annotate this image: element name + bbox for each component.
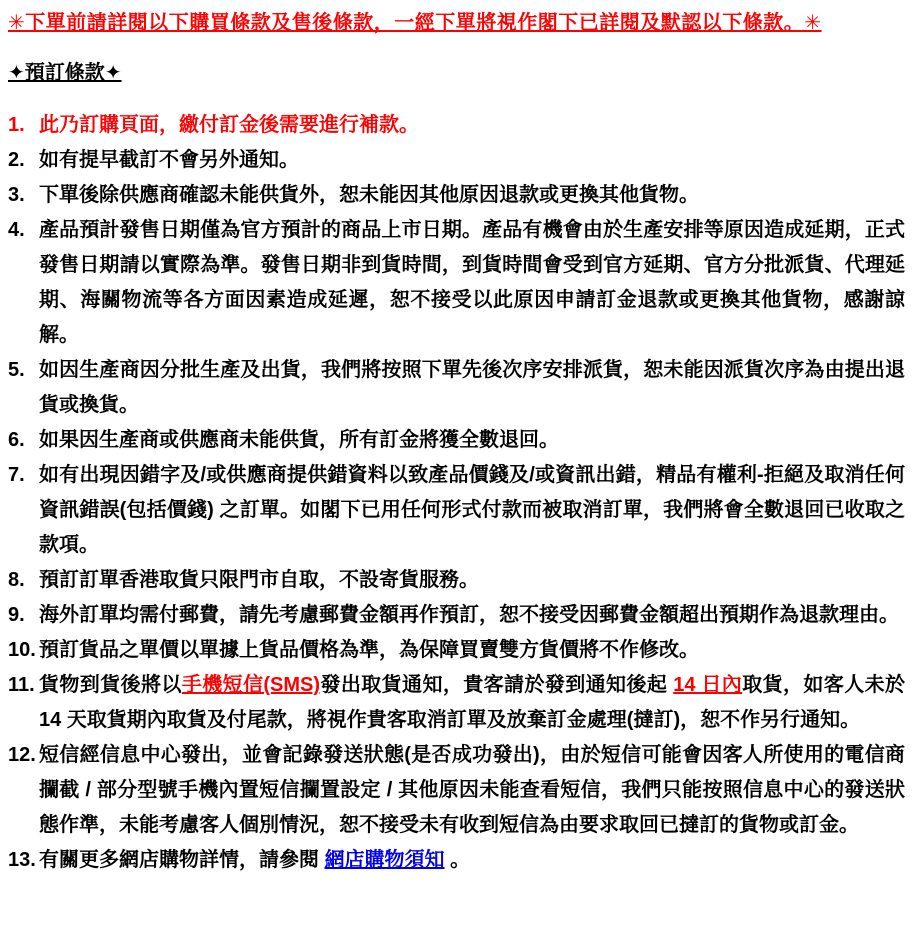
term-text: [39, 744, 905, 836]
term-number: 4.: [8, 219, 25, 241]
term-item: [8, 353, 905, 423]
term-number: 10.: [8, 639, 36, 661]
term-number: 12.: [8, 744, 36, 766]
term-text: [39, 604, 899, 626]
term-number: 13.: [8, 849, 36, 871]
term-item: [8, 668, 905, 738]
term-text: [39, 219, 905, 346]
term-text-run: 貨物到貨後將以: [39, 674, 182, 696]
terms-list: [8, 108, 905, 878]
section-title-preorder-terms: ✦預訂條款✦: [8, 62, 122, 84]
pre-order-warning-banner: ✳下單前請詳閱以下購買條款及售後條款，一經下單將視作閣下已詳閱及默認以下條款。✳: [8, 12, 822, 34]
term-text: [39, 114, 419, 136]
term-text: [39, 359, 905, 416]
highlighted-red-text: 14 日內: [673, 674, 743, 696]
term-item: [8, 423, 905, 458]
term-item: [8, 738, 905, 843]
term-text-run: 下單後除供應商確認未能供貨外，恕未能因其他原因退款或更換其他貨物。: [39, 184, 699, 206]
term-text: [39, 149, 299, 171]
term-item: [8, 633, 905, 668]
term-item: [8, 598, 905, 633]
term-number: 3.: [8, 184, 25, 206]
term-item: [8, 178, 905, 213]
term-item: [8, 458, 905, 563]
term-text-run: 取貨，如客人未於 14 天取貨期內取貨及付尾款，將視作貴客取消訂單及放棄訂金處理(撻訂)，恕不作另行通知。: [39, 674, 905, 731]
term-text-run: 預訂貨品之單價以單據上貨品價格為準，為保障買賣雙方貨價將不作修改。: [39, 639, 699, 661]
term-text-run: 預訂訂單香港取貨只限門市自取，不設寄貨服務。: [39, 569, 479, 591]
term-text: [39, 184, 699, 206]
term-number: 2.: [8, 149, 25, 171]
term-text: [39, 849, 470, 871]
term-number: 5.: [8, 359, 25, 381]
term-text-run: 海外訂單均需付郵費，請先考慮郵費金額再作預訂，恕不接受因郵費金額超出預期作為退款理由。: [39, 604, 899, 626]
term-text-run: 此乃訂購頁面，繳付訂金後需要進行補款。: [39, 114, 419, 136]
term-item: [8, 843, 905, 878]
term-item: [8, 108, 905, 143]
term-number: 11.: [8, 674, 35, 696]
term-number: 6.: [8, 429, 25, 451]
term-text-run: 短信經信息中心發出，並會記錄發送狀態(是否成功發出)，由於短信可能會因客人所使用的電信商攔截 / 部分型號手機內置短信攔置設定 / 其他原因未能查看短信，我們只能按照信息中心的發送狀態作準，未能考慮客人個別情況，恕不接受未有收到短信為由要求取回已撻訂的貨物或訂金。: [39, 744, 905, 836]
term-text: [39, 674, 905, 731]
term-number: 7.: [8, 464, 25, 486]
term-text-run: 有關更多網店購物詳情，請參閱: [39, 849, 325, 871]
term-text-run: 如因生產商因分批生產及出貨，我們將按照下單先後次序安排派貨，恕未能因派貨次序為由提出退貨或換貨。: [39, 359, 905, 416]
term-text-run: 如有出現因錯字及/或供應商提供錯資料以致產品價錢及/或資訊出錯，精品有權利-拒絕及取消任何資訊錯誤(包括價錢) 之訂單。如閣下已用任何形式付款而被取消訂單，我們將會全數退回已收取之款項。: [39, 464, 905, 556]
term-item: [8, 143, 905, 178]
term-item: [8, 213, 905, 353]
term-text-run: 發出取貨通知，貴客請於發到通知後起: [320, 674, 674, 696]
term-text-run: 如果因生產商或供應商未能供貨，所有訂金將獲全數退回。: [39, 429, 559, 451]
term-number: 1.: [8, 114, 25, 136]
term-text: [39, 639, 699, 661]
term-text-run: 如有提早截訂不會另外通知。: [39, 149, 299, 171]
highlighted-red-text: 手機短信(SMS): [181, 674, 321, 696]
term-text-run: 。: [444, 849, 471, 871]
term-text-run: 產品預計發售日期僅為官方預計的商品上市日期。產品有機會由於生產安排等原因造成延期，正式發售日期請以實際為準。發售日期非到貨時間，到貨時間會受到官方延期、官方分批派貨、代理延期、海關物流等各方面因素造成延遲，恕不接受以此原因申請訂金退款或更換其他貨物，感謝諒解。: [39, 219, 905, 346]
term-item: [8, 563, 905, 598]
term-text: [39, 569, 479, 591]
term-text: [39, 429, 559, 451]
shop-notice-link[interactable]: 網店購物須知: [324, 849, 445, 871]
term-number: 9.: [8, 604, 25, 626]
term-text: [39, 464, 905, 556]
term-number: 8.: [8, 569, 25, 591]
